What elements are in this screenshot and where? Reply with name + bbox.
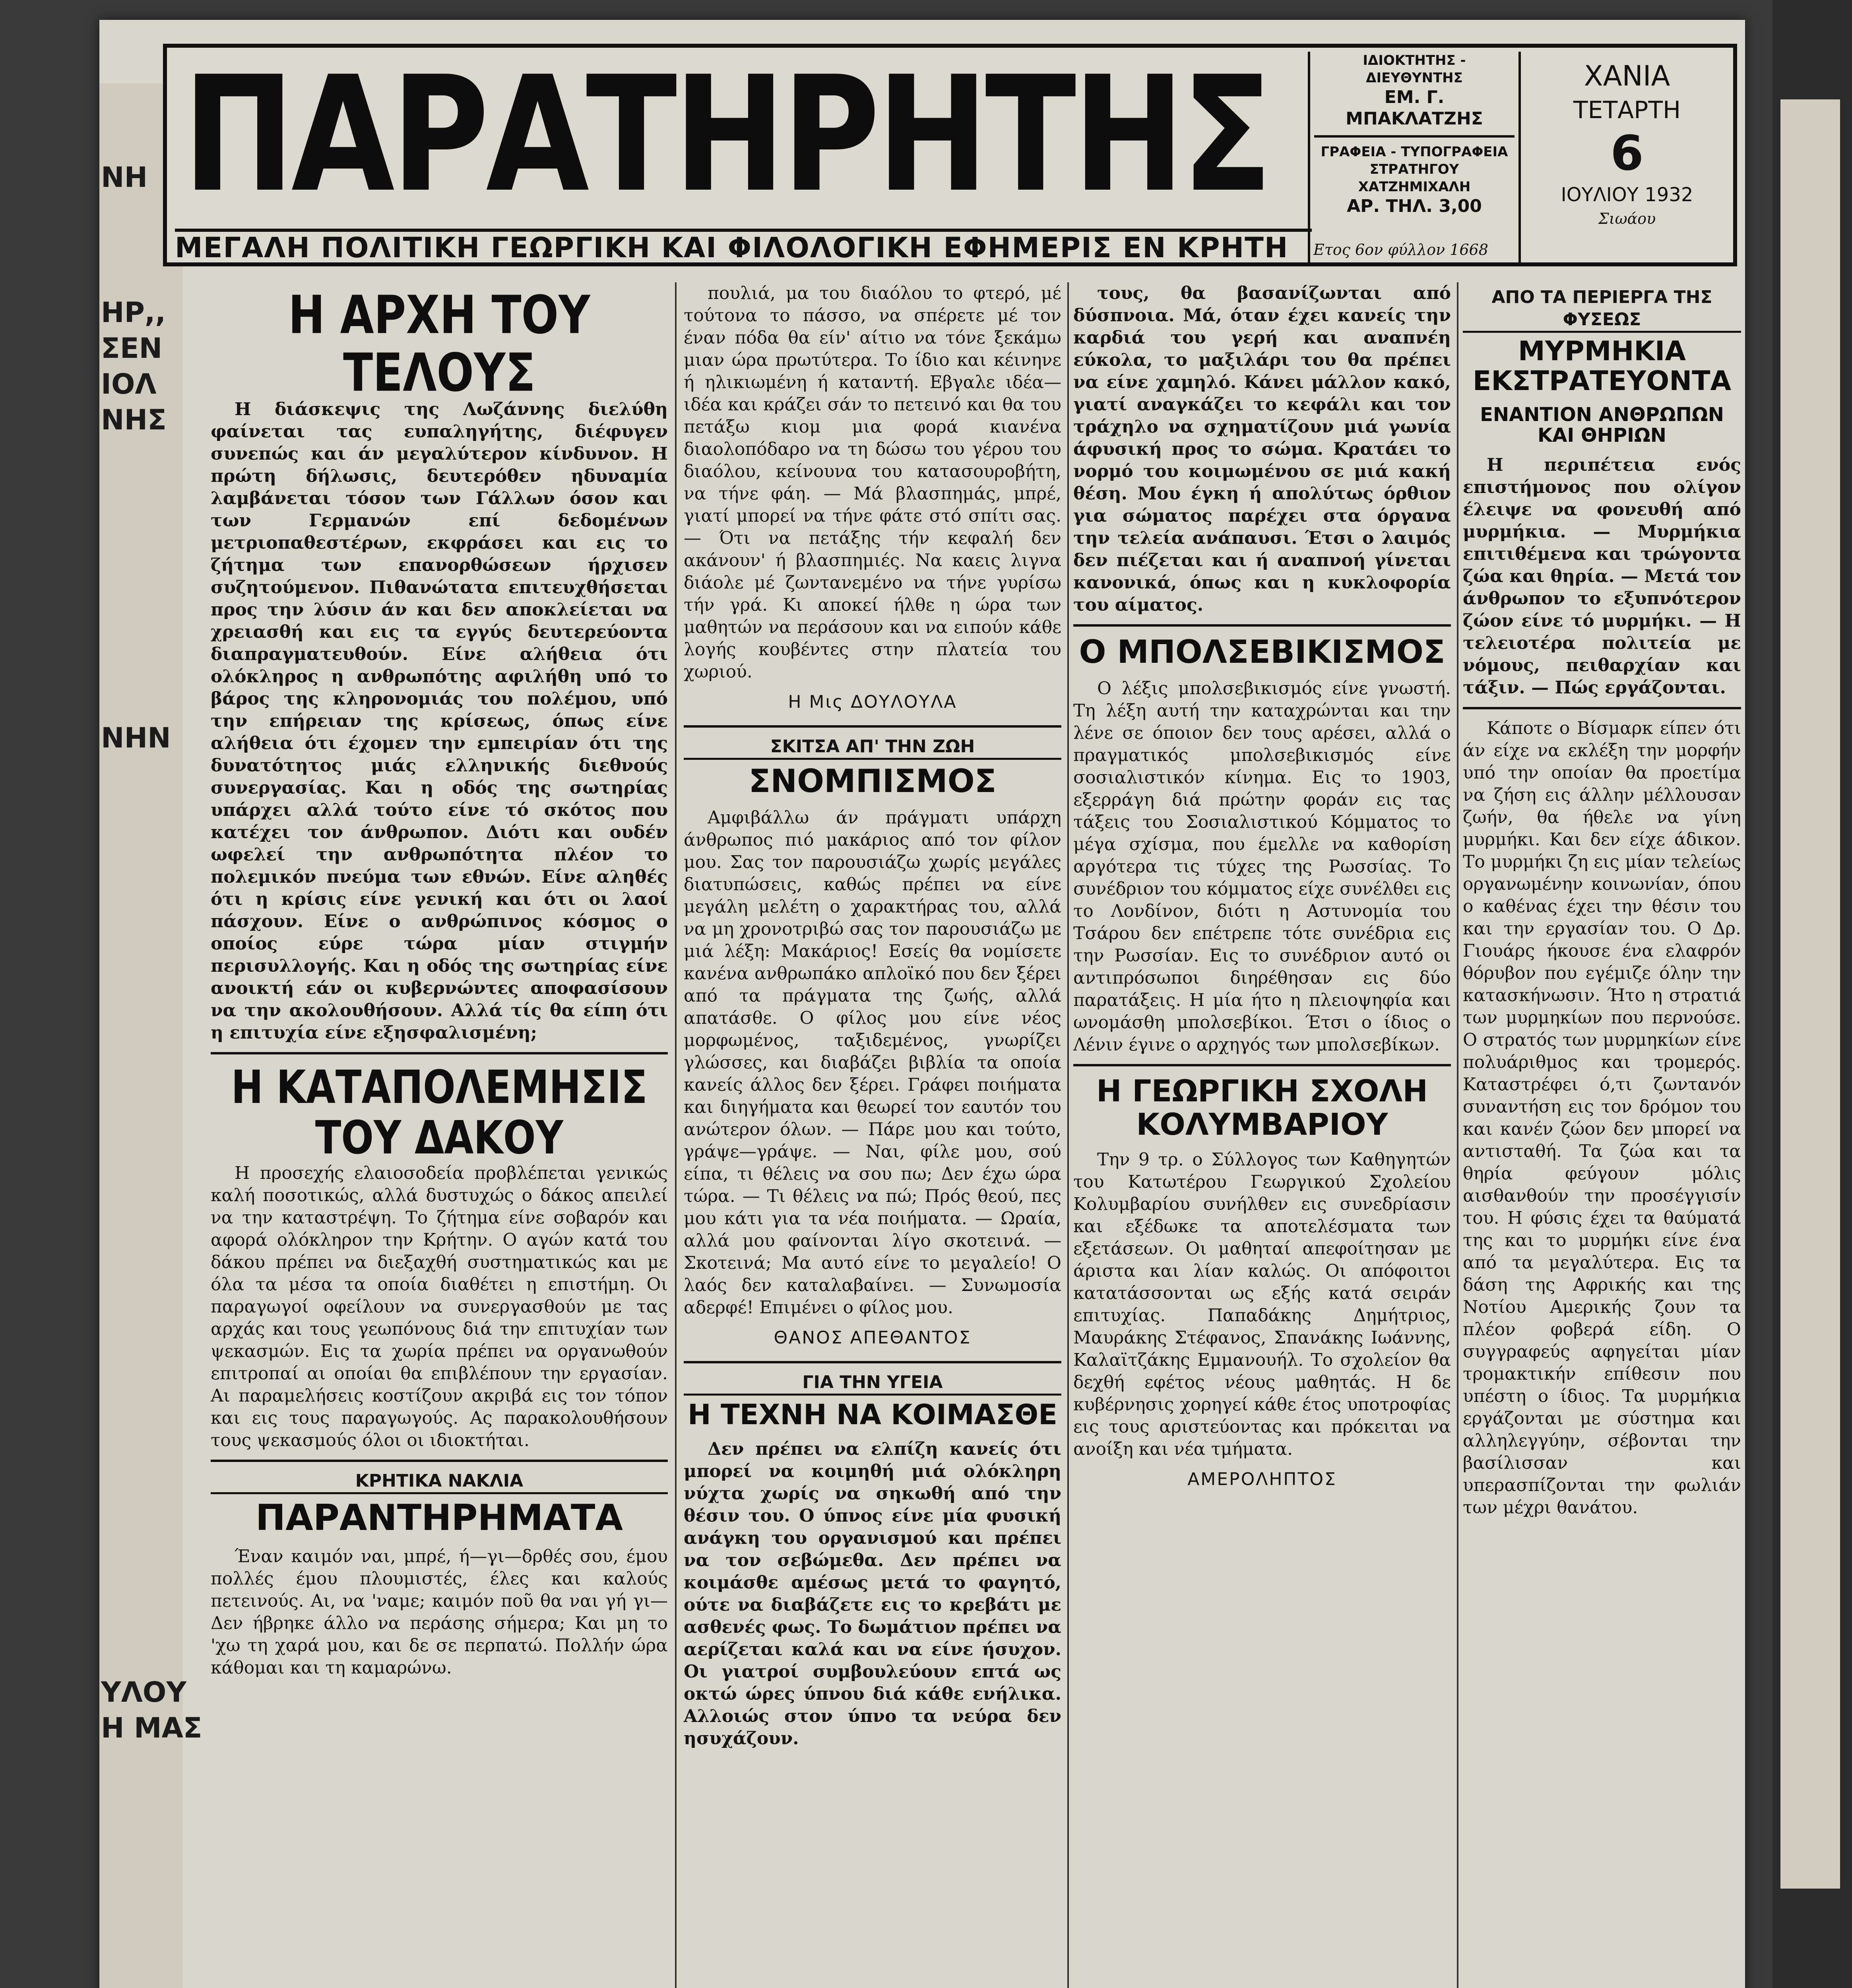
article-body: Αμφιβάλλω άν πράγματι υπάρχη άνθρωπος πιό μακάριος από τον φίλον μου. Σας τον παρουσιάζω χωρίς μεγάλες διατυπώσεις, καθώς πρέπει να είνε μεγάλη μελέτη ο χαρακτήρας του, αλλά να μη χρονοτριβώ σας τον παρουσιάζω με μιά λέξη: Μακάριος! Εσείς θα νομίσετε κανένα ανθρωπάκο απλοϊκό που δεν ξέρει από τα πράγματα της ζωής, αλλά απατάσθε. Ο φίλος μου είνε νέος μορφωμένος, ταξιδεμένος, γνωρίζει γλώσσες, και διαβάζει βιβλία τα οποία κανείς άλλος δεν ξέρει. Γράφει ποιήματα και διηγήματα και θεωρεί τον εαυτόν του ανώτερον όλων. — Πάρε μου και τούτο, γράψε—γράψε. — Ναι, φίλε μου, σού είπα, τι θέλεις να σου πω; Δεν έχω ώρα τώρα. — Τι θέλεις να πώ; Πρός θεού, πες μου κάτι για τα νέα ποιήματα. — Ωραία, αλλά μου φαίνονται λίγο σκοτεινά. — Σκοτεινά; Μα αυτό είνε το μεγαλείο! Ο λαός δεν καταλαβαίνει. — Συνωμοσία αδερφέ! Επιμένει ο φίλος μου. bbox=[684, 808, 1061, 1318]
article-headline: Η ΚΑΤΑΠΟΛΕΜΗΣΙΣ ΤΟΥ ΔΑΚΟΥ bbox=[231, 1060, 648, 1165]
article-headline: ΠΑΡΑΝΤΗΡΗΜΑΤΑ bbox=[255, 1497, 623, 1539]
article-signature: ΑΜΕΡΟΛΗΠΤΟΣ bbox=[1187, 1469, 1337, 1490]
article-headline: Ο ΜΠΟΛΣΕΒΙΚΙΣΜΟΣ bbox=[1079, 633, 1445, 670]
article-body: Την 9 τρ. ο Σύλλογος των Καθηγητών του Κατωτέρου Γεωργικού Σχολείου Κολυμβαρίου συνήλθεν εις συνεδρίασιν και εξέδωκε τα αποτελέσματα των εξετάσεων. Οι μαθηταί απεφοίτησαν με άριστα και λίαν καλώς. Οι απόφοιτοι κατατάσσονται ως εξής κατά σειράν επιτυχίας. Παπαδάκης Δημήτριος, Μαυράκης Στέφανος, Σπανάκης Ιωάννης, Καλαϊτζάκης Εμμανουήλ. Το σχολείον θα δεχθή εφέτος νέους μαθητάς. Η δε κυβέρνησις χορηγεί κάθε έτος υποτροφίας εις τους αριστεύοντας και πρόκειται να ανοίξη και νέα τμήματα. bbox=[1073, 1149, 1451, 1460]
newspaper-title: ΠΑΡΑΤΗΡΗΤΗΣ bbox=[183, 43, 1269, 227]
column-4 bbox=[1463, 282, 1741, 1988]
strip-fragment: ΣΕΝ bbox=[101, 332, 163, 365]
strip-fragment: Η ΜΑΣ bbox=[101, 1712, 202, 1744]
owner-label: ΙΔΙΟΚΤΗΤΗΣ - ΔΙΕΥΘΥΝΤΗΣ bbox=[1363, 52, 1466, 86]
article-body: Δεν πρέπει να ελπίζη κανείς ότι μπορεί να κοιμηθή μιά ολόκληρη νύχτα χωρίς να σηκωθή από την θέσιν του. Ο ύπνος είνε μία φυσική ανάγκη του οργανισμού και πρέπει να τον σεβώμεθα. Δεν πρέπει να κοιμάσθε αμέσως μετά το φαγητό, ούτε να διαβάζετε εις το κρεβάτι με ασθενές φως. Το δωμάτιον πρέπει να αερίζεται καλά και να είνε ήσυχον. Οι γιατροί συμβουλεύουν επτά ως οκτώ ώρες ύπνου διά κάθε ενήλικα. Αλλοιώς στον ύπνο τα νεύρα δεν ησυχάζουν. bbox=[684, 1439, 1061, 1749]
column-2 bbox=[684, 282, 1061, 1988]
article-headline: ΜΥΡΜΗΚΙΑ ΕΚΣΤΡΑΤΕΥΟΝΤΑ bbox=[1472, 336, 1732, 397]
article-headline: Η ΓΕΩΡΓΙΚΗ ΣΧΟΛΗ ΚΟΛΥΜΒΑΡΙΟΥ bbox=[1096, 1073, 1428, 1142]
scanner-edge bbox=[1772, 0, 1852, 1988]
month-year: ΙΟΥΛΙΟΥ 1932 bbox=[1561, 184, 1693, 206]
article-body: τους, θα βασανίζωνται από δύσπνοια. Μά, όταν έχει κανείς την καρδιά του γερή και αναπνέη εύκολα, το μαξιλάρι του θα πρέπει να είνε χαμηλό. Κάνει μάλλον κακό, γιατί αναγκάζει το κεφάλι και τον τράχηλο να σχηματίζουν μιά γωνία άφυσική προς το σώμα. Κρατάει το νορμό του κοιμωμένου σε μιά κακή θέση. Μου έγκη ή απολύτως όρθιον για σώματος παρέχει στα όργανα την τελεία ανάπαυσι. Έτσι ο λαιμός δεν πιέζεται και ή αναπνοή γίνεται κανονικά, όπως και η κυκλοφορία του αίματος. bbox=[1073, 283, 1451, 615]
article-body: Κάποτε ο Βίσμαρκ είπεν ότι άν είχε να εκλέξη την μορφήν υπό την οποίαν θα προετίμα να ζήση εις άλλην μέλλουσαν ζωήν, θα ήθελε να γίνη μυρμήκι. Και δεν είχε άδικον. Το μυρμήκι ζη εις μίαν τελείως οργανωμένην κοινωνίαν, όπου ο καθένας έχει την θέσιν του και την εργασίαν του. Ο Δρ. Γιουάρς ήκουσε ένα ελαφρόν θόρυβον που εγέμιζε όλην την κατασκήνωσιν. Ήτο η στρατιά των μυρμηκίων που περνούσε. Ο στρατός των μυρμηκίων είνε πολυάριθμος και τρομερός. Καταστρέφει ό,τι ζωντανόν συναντήση εις τον δρόμον του και κανέν ζώον δεν μπορεί να αντισταθή. Τα ζώα και τα θηρία φεύγουν μόλις αισθανθούν την προσέγγισίν του. Η φύσις έχει τα θαύματά της και το μυρμήκι είνε ένα από τα μεγαλύτερα. Εις τα δάση της Αφρικής και της Νοτίου Αμερικής ζουν τα πλέον φοβερά είδη. Ο συγγραφεύς αφηγείται μίαν τρομακτικήν επίθεσιν που υπέστη ο ίδιος. Τα μυρμήκια εργάζονται με σύστημα και αλληλεγγύην, σέβονται την βασίλισσαν και υπερασπίζονται την φωλιάν των μέχρι θανάτου. bbox=[1463, 718, 1741, 1518]
section-kicker: ΑΠΟ ΤΑ ΠΕΡΙΕΡΓΑ ΤΗΣ ΦΥΣΕΩΣ bbox=[1463, 286, 1741, 333]
owner-name: ΕΜ. Γ. ΜΠΑΚΛΑΤΖΗΣ bbox=[1346, 87, 1483, 129]
adjacent-page-strip bbox=[99, 83, 202, 1988]
publisher-info bbox=[1308, 52, 1515, 262]
section-kicker: ΣΚΙΤΣΑ ΑΠ' ΤΗΝ ΖΩΗ bbox=[684, 736, 1061, 760]
strip-fragment: ΝΗΣ bbox=[101, 404, 167, 436]
article-headline: Η ΑΡΧΗ ΤΟΥ ΤΕΛΟΥΣ bbox=[288, 284, 590, 403]
article-signature: Η Μις ΔΟΥΛΟΥΛΑ bbox=[788, 692, 957, 712]
column-divider bbox=[1457, 282, 1458, 1988]
article-lead: Η περιπέτεια ενός επιστήμονος που ολίγον έλειψε να φονευθή από μυρμήκια. — Μυρμήκια επιτιθέμενα και τρώγοντα ζώα και θηρία. — Μετά τον άνθρωπον το εξυπνότερον ζώον είνε τό μυρμήκι. — Η τελειοτέρα πολιτεία με νόμους, πειθαρχίαν και τάξιν. — Πώς εργάζονται. bbox=[1463, 455, 1741, 698]
offices-address: ΣΤΡΑΤΗΓΟΥ ΧΑΤΖΗΜΙΧΑΛΗ bbox=[1358, 161, 1471, 195]
section-kicker: ΓΙΑ ΤΗΝ ΥΓΕΙΑ bbox=[684, 1371, 1061, 1396]
era-note: Σιωάου bbox=[1598, 210, 1656, 227]
strip-fragment: ΝΗ bbox=[101, 161, 148, 194]
masthead bbox=[163, 44, 1737, 266]
article-headline: ΣΝΟΜΠΙΣΜΟΣ bbox=[749, 763, 997, 800]
article-headline: Η ΤΕΧΝΗ ΝΑ ΚΟΙΜΑΣΘΕ bbox=[688, 1398, 1057, 1431]
strip-fragment: ΥΛΟΥ bbox=[101, 1676, 187, 1708]
article-body: Η προσεχής ελαιοσοδεία προβλέπεται γενικώς καλή ποσοτικώς, αλλά δυστυχώς ο δάκος απειλεί να την καταστρέψη. Το ζήτημα είνε σοβαρόν και αφορά ολόκληρον την Κρήτην. Ο αγών κατά του δάκου πρέπει να διεξαχθή συστηματικώς και με όλα τα μέσα τα οποία διαθέτει η επιστήμη. Οι παραγωγοί οφείλουν να συνεργασθούν με τας αρχάς και τους γεωπόνους διά την επιτυχίαν των ψεκασμών. Εις τα χωρία πρέπει να οργανωθούν επιτροπαί αι οποίαι θα επιβλέπουν την εργασίαν. Αι παραμελήσεις κοστίζουν ακριβά εις τον τόπον και εις τους παραγωγούς. Ας παρακολουθήσουν τους ψεκασμούς όλοι οι ιδιοκτήται. bbox=[211, 1163, 668, 1451]
binding-tape bbox=[1780, 99, 1840, 1889]
offices-label: ΓΡΑΦΕΙΑ - ΤΥΠΟΓΡΑΦΕΙΑ bbox=[1321, 144, 1508, 160]
article-signature: ΘΑΝΟΣ ΑΠΕΘΑΝΤΟΣ bbox=[774, 1328, 972, 1348]
article-body: Ο λέξις μπολσεβικισμός είνε γνωστή. Τη λέξη αυτή την καταχρώνται και την λένε σε όποιον δεν τους αρέσει, αλλά ο πραγματικός μπολσεβικισμός είνε σοσιαλιστικόν κίνημα. Εις το 1903, εξερράγη διά πρώτην φοράν εις τας τάξεις του Σοσιαλιστικού Κόμματος το μέγα σχίσμα, που έμελλε να καθορίση αργότερα τις τύχες της Ρωσσίας. Το συνέδριον του κόμματος είχε συνέλθει εις το Λονδίνον, διότι η Αστυνομία του Τσάρου δεν επέτρεπε τότε συνέδρια εις την Ρωσσίαν. Εις το συνέδριον αυτό οι αντιπρόσωποι διηρέθησαν εις δύο παρατάξεις. Η μία ήτο η πλειοψηφία και ωνομάσθη μπολσεβίκοι. Έτσι ο ίδιος ο Λένιν έγινε ο αρχηγός των μπολσεβίκων. bbox=[1073, 678, 1451, 1055]
day-number: 6 bbox=[1610, 126, 1644, 181]
article-body: Έναν καιμόν ναι, μπρέ, ή—γι—δρθές σου, έμου πολλές έμου πλουμιστές, έλες και καλούς πετεινούς. Αι, να 'ναμε; καιμόν ποῦ θα ναι γή γι—Δεν ήβρηκε άλλο να περάσης σήμερα; Και μη το 'χω τη χαρά μου, και δε σε περπατώ. Πολλήν ώρα κάθομαι και τη καμαρώνω. bbox=[211, 1546, 668, 1678]
newspaper-subtitle: ΜΕΓΑΛΗ ΠΟΛΙΤΙΚΗ ΓΕΩΡΓΙΚΗ ΚΑΙ ΦΙΛΟΛΟΓΙΚΗ ΕΦΗΜΕΡΙΣ ΕΝ ΚΡΗΤΗ bbox=[175, 229, 1312, 260]
article-body: πουλιά, μα του διαόλου το φτερό, μέ τούτονα το πάσσο, να σπέρετε μέ τον έναν πόδα θα είν' αίτιο να τόνε ξεκάμω μιαν ώρα πρωτύτερα. Το ίδιο και κέινηνε ή ηλικιωμένη ή καταντή. Εβγαλε ιδέα—ιδέα και κράζει σάν το πετεινό και θα του πετάξω κιομ μια φορά κιανένα διαολοπόδαρο να τη δώσω του γέρου του διαόλου, κείνουνα του κατασουροβήτη, να τήνε φάη. — Μά βλασπημάς, μπρέ, γιατί μπορεί να τήνε φάτε στό σπίτι σας. — Ότι να πετάξης τήν κεφαλή δεν ακάνουν' ή βλασπημιές. Να καεις λιγνα διάολε μέ ζωντανεμένο να τήνε γυρίσω τήν γρά. Κι αποκεί ήλθε η ώρα των μαθητών να περάσουν και να ειπούν κάθε λογής κουβέντες στην πλατεία του χωριού. bbox=[684, 283, 1061, 682]
strip-fragment: ΗΡ,, bbox=[101, 296, 166, 329]
issue-number: Ετος 6ον φύλλον 1668 bbox=[1313, 241, 1488, 258]
column-divider bbox=[675, 282, 677, 1988]
column-1 bbox=[211, 282, 668, 1988]
column-3 bbox=[1073, 282, 1451, 1988]
newspaper-page bbox=[99, 20, 1745, 1988]
phone-number: ΑΡ. ΤΗΛ. 3,00 bbox=[1347, 196, 1482, 216]
strip-fragment: ΝΗΝ bbox=[101, 722, 171, 754]
strip-fragment: ΙΟΛ bbox=[101, 368, 157, 400]
weekday: ΤΕΤΑΡΤΗ bbox=[1573, 96, 1681, 124]
date-box bbox=[1518, 52, 1733, 262]
article-subheadline: ΕΝΑΝΤΙΟΝ ΑΝΘΡΩΠΩΝ ΚΑΙ ΘΗΡΙΩΝ bbox=[1480, 403, 1724, 447]
article-body: Η διάσκεψις της Λωζάννης διελύθη φαίνεται τας ευπαληγήτης, διέφυγεν συνεπώς και άν μεγαλύτερον κίνδυνον. Η πρώτη δήλωσις, δευτερόθεν ηδυναμία λαμβάνεται τόσον των Γάλλων όσον και των Γερμανών επί δεδομένων μετριοπαθεστέρων, εκφράσει και εις το ζήτημα των επανορθώσεων ήρχισεν συζητούμενον. Πιθανώτατα επιτευχθήσεται προς την λύσιν άν και δεν αποκλείεται να χρειασθή και εις τα εγγύς δευτερεύοντα διαπραγματευθούν. Είνε αλήθεια ότι ολόκληρος η ανθρωπότης αφιλήθη υπό το βάρος της κληρονομιάς του πολέμου, υπό την επήρειαν της κρίσεως, όπως είνε αλήθεια ότι έχομεν την εμπειρίαν ότι της δυνατότητος μιάς ελληνικής διεθνούς συνεργασίας. Και η οδός της σωτηρίας υπάρχει αλλά τούτο είνε τό σκότος που κατέχει τον άνθρωπον. Διότι και ουδέν ωφελεί την ανθρωπότητα πλέον το πολεμικόν πνεύμα των εθνών. Είνε αληθές ότι η κρίσις είνε γενική και ότι οι λαοί πάσχουν. Είνε ο ανθρώπινος κόσμος ο οποίος εύρε τώρα μίαν στιγμήν περισυλλογής. Και η οδός της σωτηρίας είνε ανοικτή εάν οι κυβερνώντες αποφασίσουν να την ακολουθήσουν. Αλλά τίς θα είπη ότι η επιτυχία είνε εξησφαλισμένη; bbox=[211, 399, 668, 1043]
section-kicker: ΚΡΗΤΙΚΑ ΝΑΚΛΙΑ bbox=[211, 1470, 668, 1494]
column-divider bbox=[1067, 282, 1069, 1988]
city: ΧΑΝΙΑ bbox=[1584, 60, 1670, 92]
